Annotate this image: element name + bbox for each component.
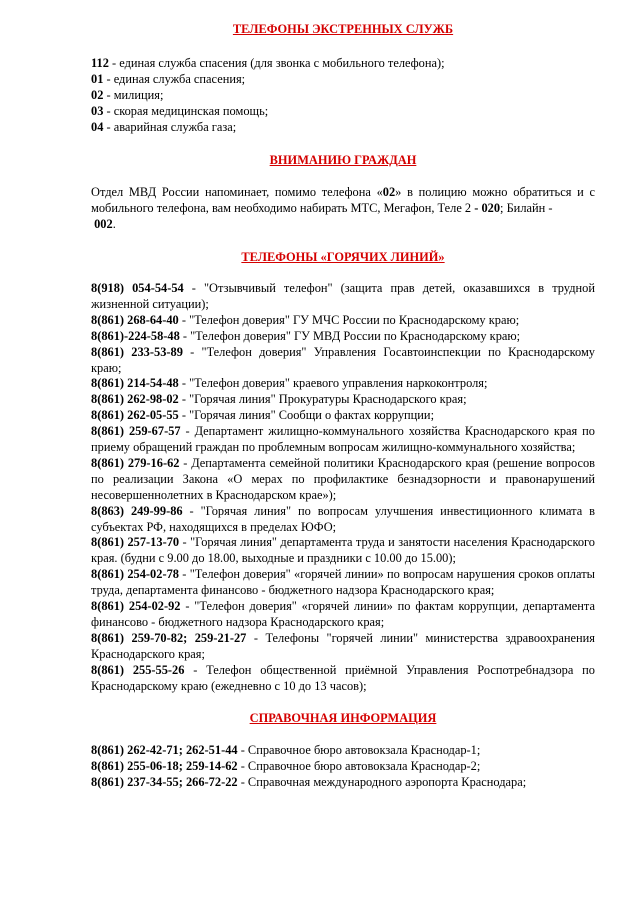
- item-description: - "Горячая линия" по вопросам улучшения инвестиционного климата в субъектах РФ, находящихся в пределах ЮФО;: [91, 503, 595, 534]
- emergency-heading: ТЕЛЕФОНЫ ЭКСТРЕННЫХ СЛУЖБ: [232, 22, 454, 36]
- list-item: [91, 281, 595, 313]
- list-item: [91, 120, 595, 136]
- hotlines-list: [91, 281, 595, 695]
- item-description: - "Отзывчивый телефон" (защита прав детей, оказавшихся в трудной жизненной ситуации);: [91, 280, 595, 311]
- list-item: [91, 392, 595, 408]
- phone-number: 8(861) 262-42-71; 262-51-44: [91, 743, 238, 758]
- list-item: [91, 313, 595, 329]
- phone-number: 8(861) 233-53-89: [91, 344, 183, 359]
- phone-number: 02: [382, 185, 396, 200]
- item-description: - "Горячая линия" Сообщи о фактах коррупции;: [178, 408, 435, 423]
- list-item: [91, 567, 595, 599]
- item-description: - единая служба спасения (для звонка с мобильного телефона);: [108, 55, 445, 70]
- item-description: - скорая медицинская помощь;: [103, 103, 269, 118]
- phone-number: 8(861) 254-02-92: [91, 599, 181, 614]
- phone-number: 8(861) 259-70-82; 259-21-27: [91, 630, 247, 645]
- item-description: - "Телефон доверия" ГУ МЧС России по Краснодарскому краю;: [178, 312, 520, 327]
- attention-paragraph: [91, 185, 595, 233]
- list-item: [91, 775, 595, 791]
- phone-number: 002: [94, 217, 113, 232]
- item-description: - Справочное бюро автовокзала Краснодар-1;: [237, 743, 481, 758]
- phone-number: 03: [91, 103, 104, 118]
- list-item: [91, 408, 595, 424]
- phone-number: 8(918) 054-54-54: [91, 280, 184, 295]
- item-description: - Справочное бюро автовокзала Краснодар-2;: [237, 759, 481, 774]
- list-item: [91, 743, 595, 759]
- list-item: [91, 535, 595, 567]
- list-item: [91, 88, 595, 104]
- item-description: - "Телефон доверия" ГУ МВД России по Краснодарскому краю;: [179, 328, 521, 343]
- list-item: [91, 424, 595, 456]
- item-description: - аварийная служба газа;: [103, 119, 237, 134]
- item-description: - Департамент жилищно-коммунального хозяйства Краснодарского края по приему обращений граждан по проблемным вопросам жилищно-коммунального хозяйства;: [91, 424, 595, 455]
- emergency-list: [91, 56, 595, 136]
- notice-text: » в полицию можно обратиться и с мобильного телефона, вам необходимо набирать МТС, Мегафон, Теле 2: [91, 185, 595, 216]
- phone-number: 02: [91, 87, 104, 102]
- phone-number: 8(861) 257-13-70: [91, 535, 180, 550]
- item-description: - Телефоны "горячей линии" министерства здравоохранения Краснодарского края;: [91, 630, 595, 661]
- phone-number: 8(863) 249-99-86: [91, 503, 183, 518]
- item-description: - Департамента семейной политики Краснодарского края (решение вопросов по реализации Закона «О мерах по профилактике безнадзорности и правонарушений несовершеннолетних в Краснодарском крае»);: [91, 455, 595, 502]
- phone-number: 112: [91, 55, 109, 70]
- notice-text: Отдел МВД России напоминает, помимо телефона «: [91, 185, 383, 200]
- list-item: [91, 456, 595, 504]
- phone-number: 8(861) 262-05-55: [91, 408, 179, 423]
- phone-number: 8(861) 255-55-26: [91, 662, 185, 677]
- list-item: [91, 599, 595, 631]
- notice-text: .: [112, 217, 116, 232]
- attention-heading: ВНИМАНИЮ ГРАЖДАН: [269, 153, 417, 168]
- phone-number: 8(861) 268-64-40: [91, 312, 179, 327]
- item-description: - "Горячая линия" департамента труда и занятости населения Краснодарского края. (будни с 9.00 до 18.00, выходные и праздники с 10.00 до 15.00);: [91, 535, 595, 566]
- item-description: - Справочная международного аэропорта Краснодара;: [237, 775, 527, 790]
- list-item: [91, 504, 595, 536]
- item-description: - "Горячая линия" Прокуратуры Краснодарского края;: [178, 392, 467, 407]
- phone-number: 8(861) 279-16-62: [91, 455, 180, 470]
- item-description: - единая служба спасения;: [103, 71, 246, 86]
- phone-number: 8(861)-224-58-48: [91, 328, 180, 343]
- item-description: - Телефон общественной приёмной Управления Роспотребнадзора по Краснодарскому краю (ежедневно с 10 до 13 часов);: [91, 662, 595, 693]
- phone-number: 01: [91, 71, 104, 86]
- phone-number: - 020: [474, 201, 501, 216]
- phone-number: 8(861) 259-67-57: [91, 424, 181, 439]
- list-item: [91, 663, 595, 695]
- reference-heading: СПРАВОЧНАЯ ИНФОРМАЦИЯ: [249, 710, 437, 725]
- list-item: [91, 376, 595, 392]
- list-item: [91, 345, 595, 377]
- item-description: - "Телефон доверия" «горячей линии» по фактам коррупции, департамента финансово - бюджетного надзора Краснодарского края;: [91, 599, 595, 629]
- item-description: - "Телефон доверия" «горячей линии» по вопросам нарушения сроков оплаты труда, департамента финансово - бюджетного надзора Краснодарского края;: [91, 567, 595, 598]
- phone-number: 8(861) 254-02-78: [91, 567, 179, 582]
- list-item: [91, 56, 595, 72]
- phone-number: 8(861) 214-54-48: [91, 376, 179, 391]
- list-item: [91, 631, 595, 663]
- phone-number: 8(861) 262-98-02: [91, 392, 179, 407]
- list-item: [91, 72, 595, 88]
- list-item: [91, 329, 595, 345]
- list-item: [91, 104, 595, 120]
- list-item: [91, 759, 595, 775]
- reference-list: [91, 743, 595, 791]
- item-description: - "Телефон доверия" краевого управления наркоконтроля;: [178, 376, 488, 391]
- phone-number: 8(861) 237-34-55; 266-72-22: [91, 775, 238, 790]
- phone-number: 04: [91, 119, 104, 134]
- hotlines-heading: ТЕЛЕФОНЫ «ГОРЯЧИХ ЛИНИЙ»: [241, 250, 445, 265]
- phone-number: 8(861) 255-06-18; 259-14-62: [91, 759, 238, 774]
- item-description: - милиция;: [103, 87, 164, 102]
- notice-text: ; Билайн -: [500, 201, 553, 216]
- item-description: - "Телефон доверия" Управления Госавтоинспекции по Краснодарскому краю;: [91, 344, 595, 375]
